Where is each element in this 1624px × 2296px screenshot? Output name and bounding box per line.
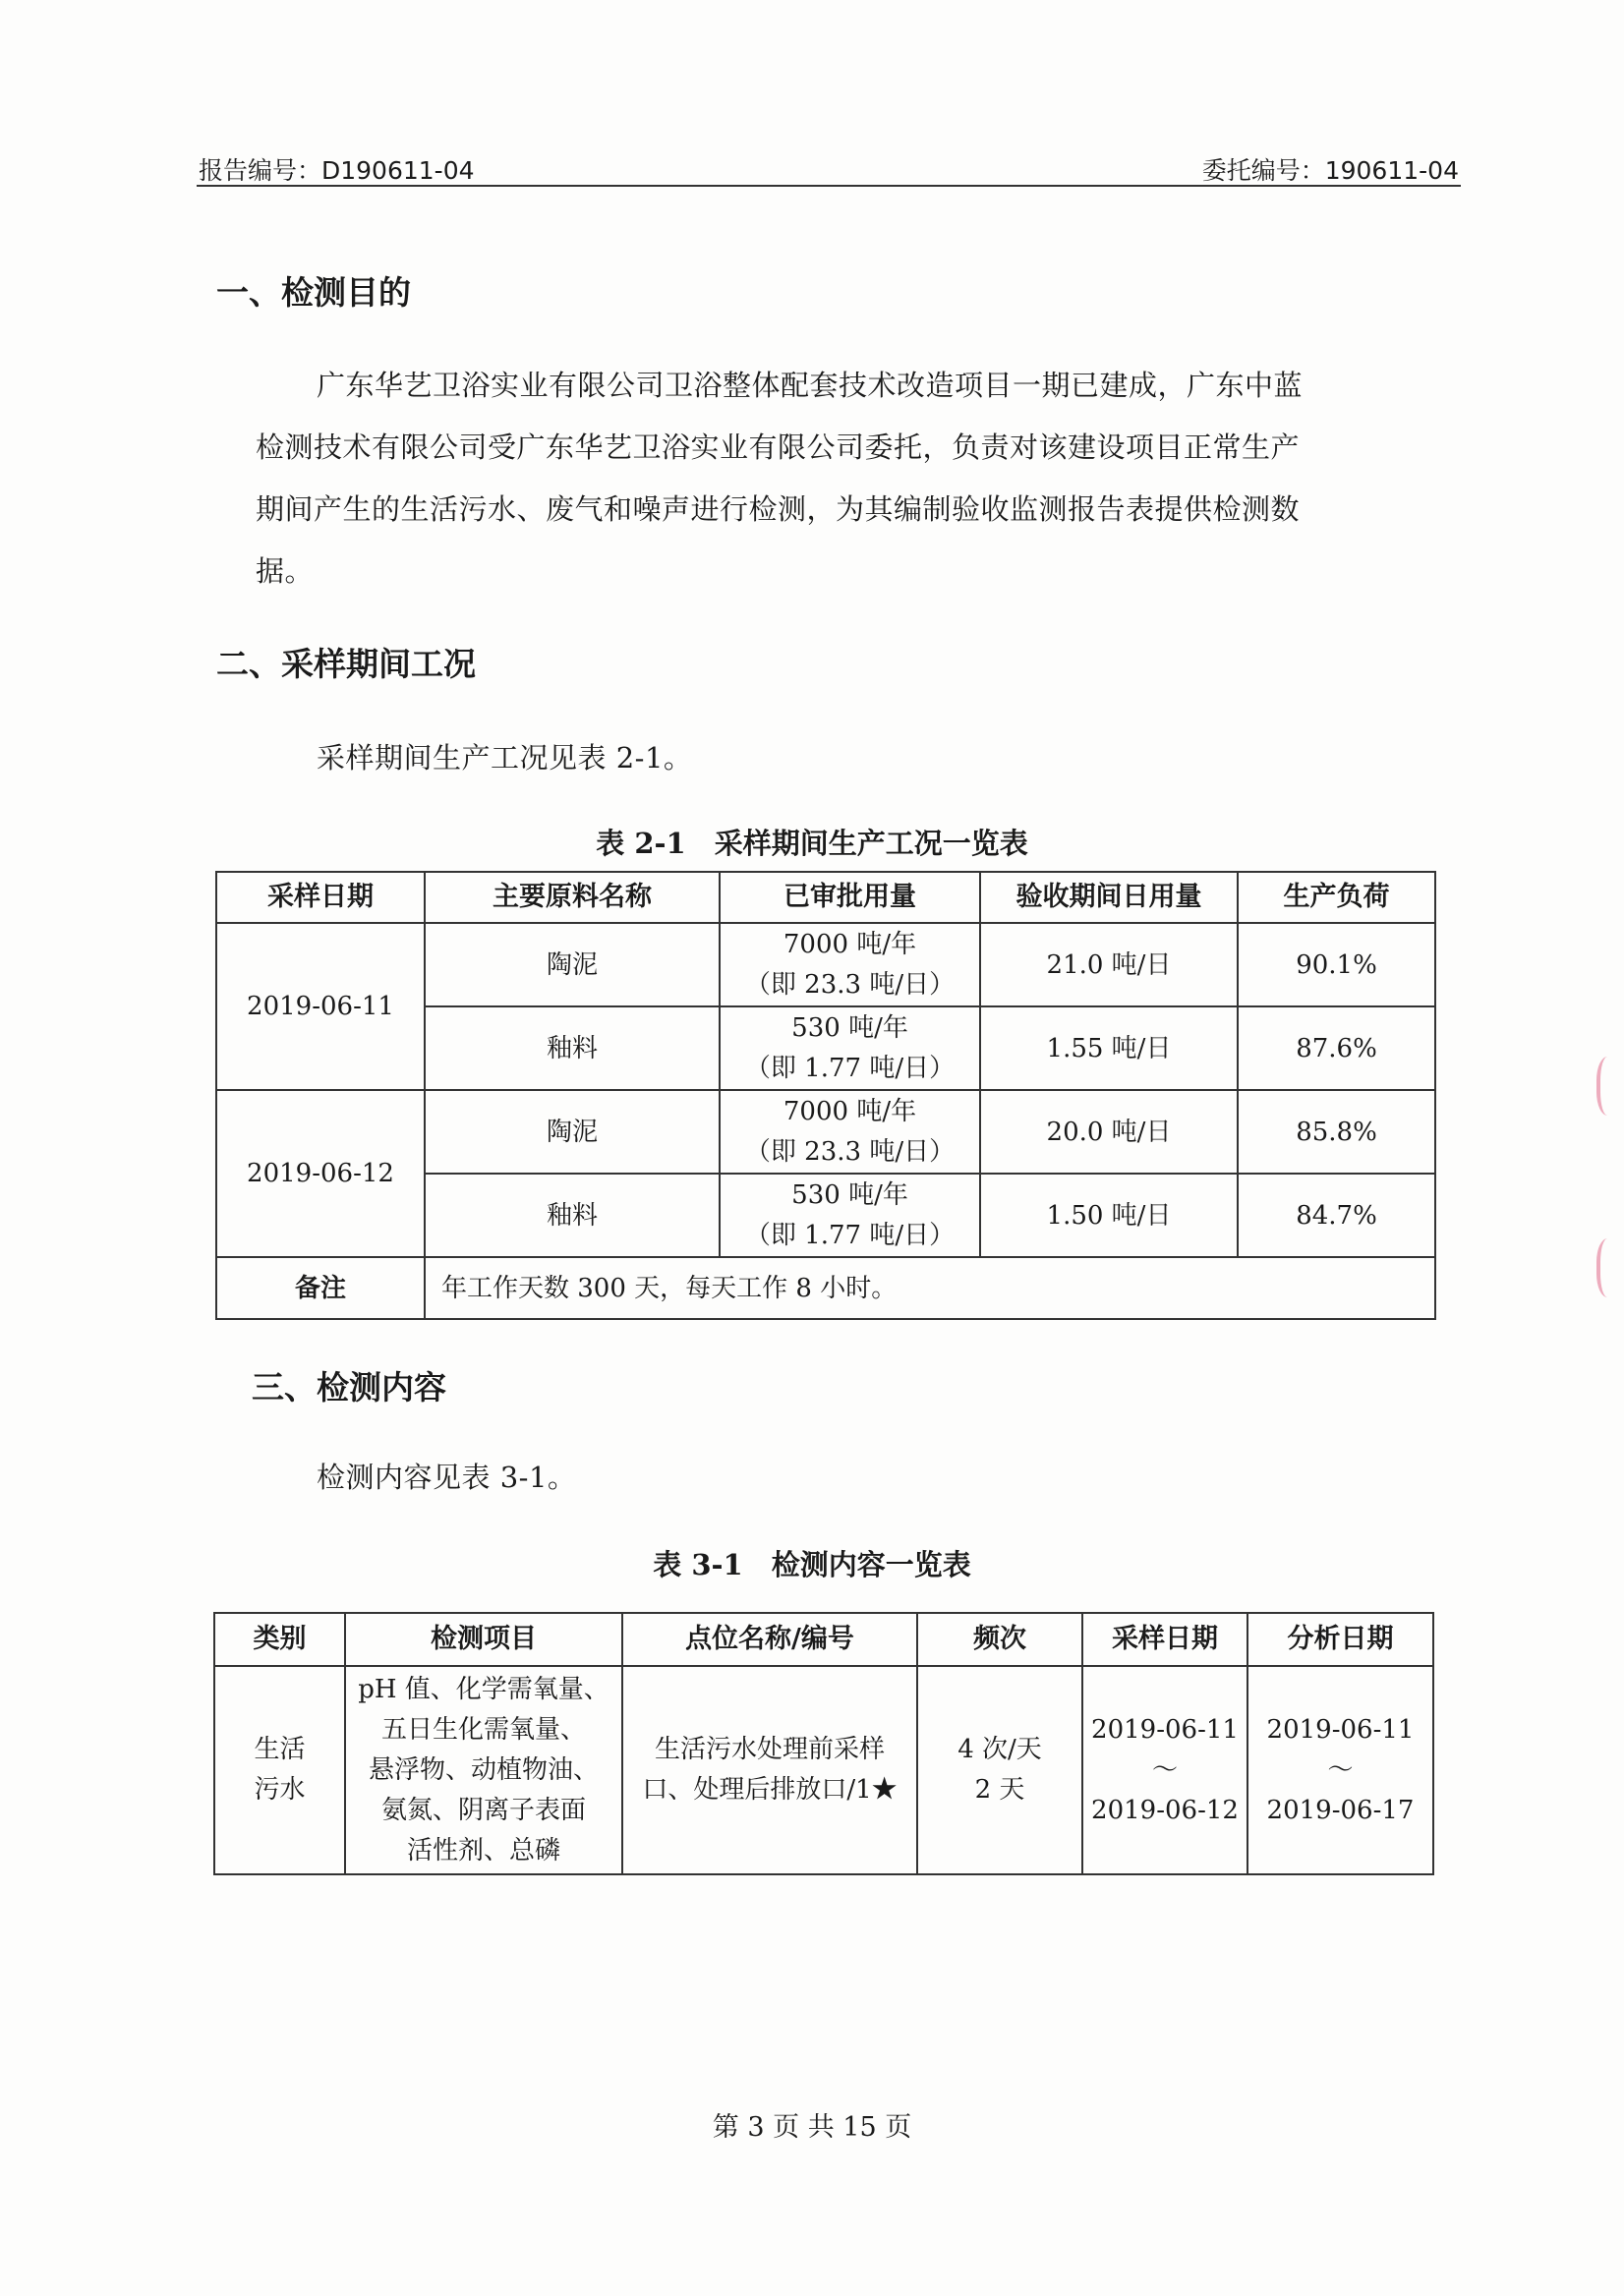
approved-cell: 7000 吨/年 （即 23.3 吨/日）: [720, 923, 980, 1006]
daily-usage-cell: 21.0 吨/日: [980, 923, 1238, 1006]
table-3-1: [213, 1612, 1434, 1875]
analysis-date-cell: 2019-06-11 ～ 2019-06-17: [1247, 1666, 1433, 1874]
section-3-paragraph: 检测内容见表 3-1。: [317, 1461, 577, 1494]
note-text: 年工作天数 300 天，每天工作 8 小时。: [425, 1257, 1435, 1319]
daily-usage-cell: 1.55 吨/日: [980, 1006, 1238, 1090]
section-3-title: 三、检测内容: [252, 1368, 446, 1406]
load-cell: 85.8%: [1238, 1090, 1435, 1174]
material-cell: 釉料: [425, 1174, 720, 1257]
header-cell: 验收期间日用量: [980, 872, 1238, 923]
table-2-1: [215, 871, 1436, 1320]
load-cell: 87.6%: [1238, 1006, 1435, 1090]
seal-stamp-fragment: [1596, 1238, 1624, 1297]
sample-date-cell: 2019-06-12: [216, 1090, 425, 1257]
header-cell: 已审批用量: [720, 872, 980, 923]
seal-stamp-fragment: [1596, 1057, 1624, 1116]
table-row: [216, 1090, 1435, 1174]
header-cell: 分析日期: [1247, 1613, 1433, 1666]
section-2-paragraph: 采样期间生产工况见表 2-1。: [317, 741, 693, 775]
table-header-row: [214, 1613, 1433, 1666]
header-cell: 类别: [214, 1613, 345, 1666]
load-cell: 90.1%: [1238, 923, 1435, 1006]
paragraph-line: 检测技术有限公司受广东华艺卫浴实业有限公司委托，负责对该建设项目正常生产: [256, 430, 1301, 464]
paragraph-line: 期间产生的生活污水、废气和噪声进行检测，为其编制验收监测报告表提供检测数: [256, 492, 1301, 526]
table-2-1-caption: 表 2-1 采样期间生产工况一览表: [596, 827, 1028, 860]
header-cell: 采样日期: [216, 872, 425, 923]
commission-number: 委托编号：190611-04: [1201, 156, 1459, 185]
approved-cell: 530 吨/年 （即 1.77 吨/日）: [720, 1174, 980, 1257]
header-cell: 采样日期: [1082, 1613, 1247, 1666]
table-3-1-caption: 表 3-1 检测内容一览表: [653, 1548, 971, 1581]
section-1-paragraph: [317, 355, 1467, 417]
paragraph-line: 广东华艺卫浴实业有限公司卫浴整体配套技术改造项目一期已建成，广东中蓝: [317, 369, 1304, 402]
material-cell: 釉料: [425, 1006, 720, 1090]
table-header-row: [216, 872, 1435, 923]
material-cell: 陶泥: [425, 923, 720, 1006]
frequency-cell: 4 次/天 2 天: [917, 1666, 1082, 1874]
header-cell: 点位名称/编号: [622, 1613, 917, 1666]
load-cell: 84.7%: [1238, 1174, 1435, 1257]
table-row: [214, 1666, 1433, 1874]
category-cell: 生活 污水: [214, 1666, 345, 1874]
approved-cell: 7000 吨/年 （即 23.3 吨/日）: [720, 1090, 980, 1174]
approved-cell: 530 吨/年 （即 1.77 吨/日）: [720, 1006, 980, 1090]
header-cell: 频次: [917, 1613, 1082, 1666]
page-footer: 第 3 页 共 15 页: [712, 2112, 912, 2143]
material-cell: 陶泥: [425, 1090, 720, 1174]
note-label: 备注: [216, 1257, 425, 1319]
items-cell: pH 值、化学需氧量、 五日生化需氧量、 悬浮物、动植物油、 氨氮、阴离子表面 活性剂、总磷: [345, 1666, 622, 1874]
daily-usage-cell: 1.50 吨/日: [980, 1174, 1238, 1257]
sample-date-cell: 2019-06-11: [216, 923, 425, 1090]
header-cell: 生产负荷: [1238, 872, 1435, 923]
table-row: [216, 923, 1435, 1006]
header-cell: 主要原料名称: [425, 872, 720, 923]
paragraph-line: 据。: [256, 554, 315, 588]
daily-usage-cell: 20.0 吨/日: [980, 1090, 1238, 1174]
report-number: 报告编号：D190611-04: [199, 156, 475, 185]
section-1-title: 一、检测目的: [216, 273, 411, 312]
page-header: [197, 147, 1461, 187]
section-2-title: 二、采样期间工况: [216, 645, 476, 683]
header-cell: 检测项目: [345, 1613, 622, 1666]
location-cell: 生活污水处理前采样 口、处理后排放口/1★: [622, 1666, 917, 1874]
note-row: [216, 1257, 1435, 1319]
section-1-paragraph-cont: [256, 417, 1465, 603]
sample-date-cell: 2019-06-11 ～ 2019-06-12: [1082, 1666, 1247, 1874]
